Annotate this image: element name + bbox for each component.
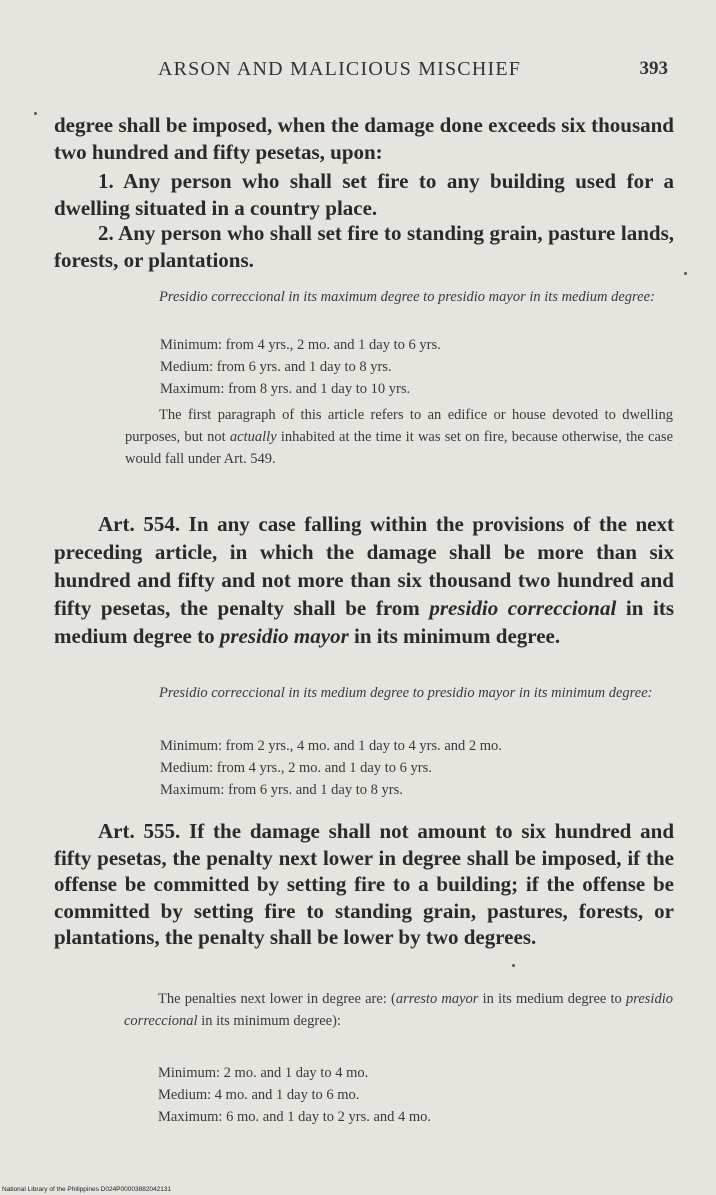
page-number: 393 — [639, 58, 668, 79]
note-3-end: in its minimum degree): — [197, 1013, 341, 1029]
note-3-maximum: Maximum: 6 mo. and 1 day to 2 yrs. and 4 mo. — [158, 1109, 432, 1125]
page-header — [0, 58, 716, 88]
note-2-schedule — [160, 735, 680, 801]
scan-speck — [512, 964, 515, 967]
paragraph-item-1: 1. Any person who shall set fire to any building used for a dwelling situated in a country place. — [54, 169, 674, 220]
note-3-middle: in its medium degree to — [478, 991, 626, 1007]
note-2-heading-text: Presidio correccional in its medium degree to presidio mayor in its minimum degree: — [159, 685, 653, 701]
note-1-maximum: Maximum: from 8 yrs. and 1 day to 10 yrs. — [160, 381, 411, 397]
note-1-comment-before: The first paragraph of this article refers to an edifice or house devoted to dwelling purposes, but not — [125, 407, 673, 445]
note-1-heading — [159, 286, 673, 308]
note-1-comment — [125, 404, 673, 470]
art554-term1: presidio correccional — [429, 596, 617, 620]
paragraph-item-2: 2. Any person who shall set fire to standing grain, pasture lands, forests, or plantations. — [54, 221, 674, 272]
note-3-intro-text: The penalties next lower in degree are: ( — [158, 991, 396, 1007]
note-2-heading — [159, 682, 673, 704]
scan-speck — [34, 112, 37, 115]
note-3-minimum: Minimum: 2 mo. and 1 day to 4 mo. — [158, 1065, 369, 1081]
article-555: Art. 555. If the damage shall not amount to six hundred and fifty pesetas, the penalty next lower in degree shall be imposed, if the offense be committed by setting fire to a building; if the offense be committed by setting fire to standing grain, pastures, forests, or plantations, the penalty shall be lower by two degrees. — [54, 819, 674, 949]
article-554 — [54, 510, 674, 650]
paragraph-continuation: degree shall be imposed, when the damage done exceeds six thousand two hundred and fifty pesetas, upon: — [54, 113, 674, 164]
note-3-term1: arresto mayor — [395, 991, 479, 1007]
note-2-maximum: Maximum: from 6 yrs. and 1 day to 8 yrs. — [160, 782, 403, 798]
art554-intro: Art. 554. In any case falling within the provisions of the next preceding article, in which the damage shall be more than six hundred and fifty and not more than six thousand two hundred and fifty pesetas, the penalty shall be from — [54, 512, 674, 620]
scan-speck — [684, 272, 687, 275]
note-1-comment-after: inhabited at the time it was set on fire, because otherwise, the case would fall under Art. 549. — [125, 429, 674, 467]
note-2-minimum: Minimum: from 2 yrs., 4 mo. and 1 day to 4 yrs. and 2 mo. — [160, 738, 502, 754]
note-1-comment-italic: actually — [229, 429, 277, 445]
note-1-minimum: Minimum: from 4 yrs., 2 mo. and 1 day to 6 yrs. — [160, 337, 441, 353]
note-2-medium: Medium: from 4 yrs., 2 mo. and 1 day to 6 yrs. — [160, 760, 432, 776]
running-title: ARSON AND MALICIOUS MISCHIEF — [158, 58, 522, 80]
art554-end: in its minimum degree. — [348, 624, 561, 648]
note-1-schedule — [160, 334, 680, 400]
art554-middle: in its medium degree to — [54, 596, 675, 648]
note-3-term2: presidio correccional — [124, 991, 673, 1029]
note-3-schedule — [158, 1062, 678, 1128]
note-3-medium: Medium: 4 mo. and 1 day to 6 mo. — [158, 1087, 360, 1103]
art554-term2: presidio mayor — [219, 624, 349, 648]
note-1-heading-text: Presidio correccional in its maximum degree to presidio mayor in its medium degree: — [159, 289, 655, 305]
footer-credit: National Library of the Philippines D024P00003882042131 — [2, 1186, 172, 1193]
note-3-intro — [124, 988, 673, 1032]
note-1-medium: Medium: from 6 yrs. and 1 day to 8 yrs. — [160, 359, 392, 375]
